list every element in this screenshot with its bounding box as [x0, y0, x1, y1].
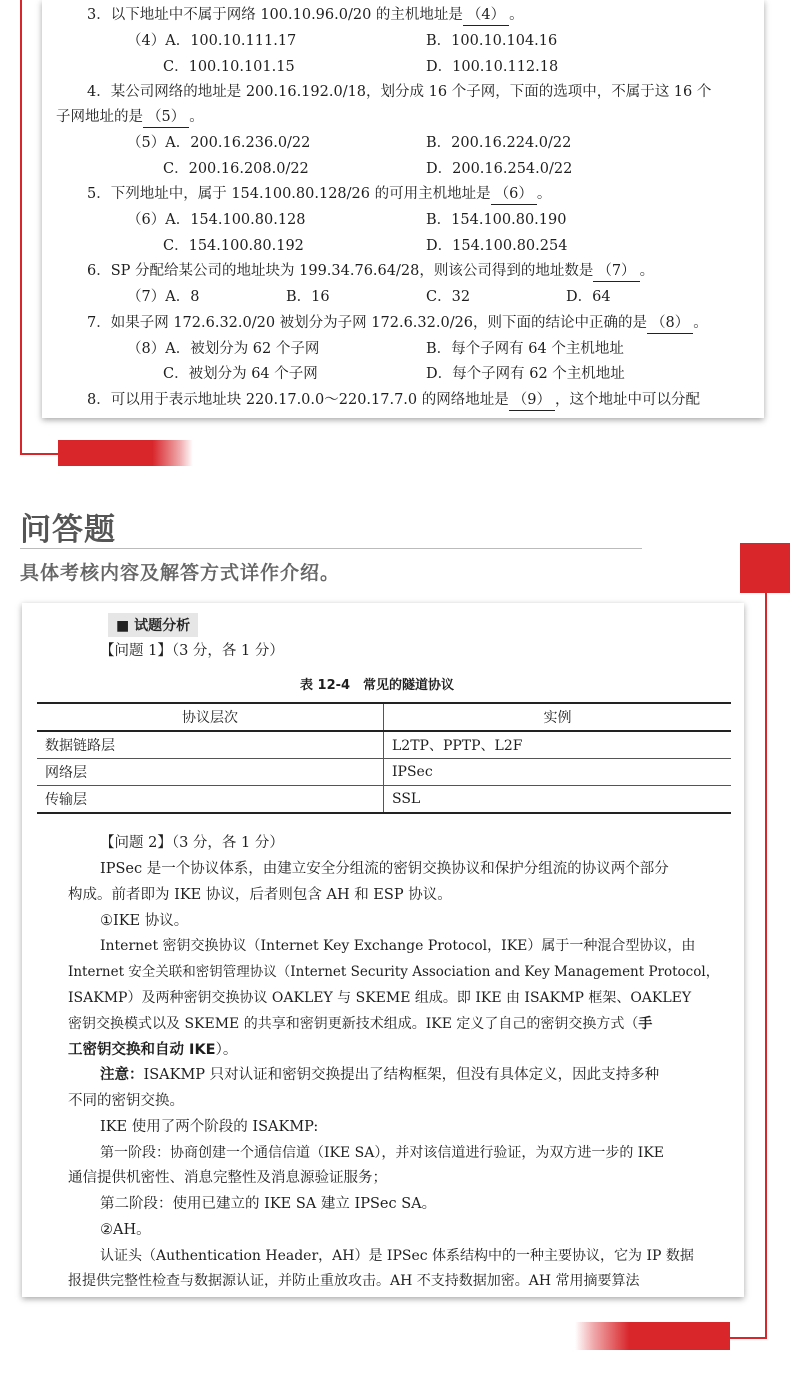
- option-c: C．154.100.80.192: [163, 238, 304, 254]
- answer-blank: （6）: [491, 184, 537, 205]
- question-text: 子网地址的是: [56, 109, 143, 125]
- question-4: 4．某公司网络的地址是 200.16.192.0/18，划分成 16 个子网，下面的选项中，不属于这 16 个: [87, 84, 712, 100]
- table-cell: 数据链路层: [37, 731, 384, 759]
- option-b: B．100.10.104.16: [426, 33, 558, 49]
- question-text: 6．SP 分配给某公司的地址块为 199.34.76.64/28，则该公司得到的地址数是: [87, 263, 594, 279]
- option-d: D．154.100.80.254: [426, 238, 568, 254]
- question-5: [87, 184, 551, 205]
- option-b: B．每个子网有 64 个主机地址: [426, 341, 624, 357]
- table-cell: 传输层: [37, 786, 384, 814]
- note-line: [100, 1065, 659, 1085]
- paragraph-line: [68, 1040, 237, 1060]
- section-title: 问答题: [20, 512, 116, 548]
- answer-blank: （9）: [509, 390, 555, 411]
- question-2-label: 【问题 2】（3 分，各 1 分）: [100, 835, 284, 851]
- table-row: [37, 786, 731, 814]
- option-d: D．64: [566, 289, 611, 305]
- emphasis-text: 工密钥交换和自动 IKE: [68, 1042, 216, 1058]
- question-text: 3．以下地址中不属于网络 100.10.96.0/20 的主机地址是: [87, 7, 463, 23]
- decor-red-horizontal-line-left: [20, 453, 60, 455]
- question-end: 。: [509, 7, 524, 23]
- table-caption: 表 12-4 常见的隧道协议: [300, 678, 455, 693]
- question-end: 。: [693, 315, 708, 331]
- paragraph-line: IKE 使用了两个阶段的 ISAKMP:: [100, 1119, 319, 1135]
- paragraph-line: Internet 密钥交换协议（Internet Key Exchange Protocol，IKE）属于一种混合型协议，由: [100, 938, 696, 954]
- question-end: 。: [639, 263, 655, 279]
- table-header-example: 实例: [384, 703, 732, 731]
- option-b: B．16: [286, 289, 330, 305]
- option-a: （8）A．被划分为 62 个子网: [127, 341, 320, 357]
- question-end: ，这个地址中可以分配: [555, 392, 700, 408]
- question-1-label: 【问题 1】（3 分，各 1 分）: [100, 643, 284, 659]
- question-text: 8．可以用于表示地址块 220.17.0.0～220.17.7.0 的网络地址是: [87, 392, 509, 408]
- option-d: D．每个子网有 62 个主机地址: [426, 366, 625, 382]
- paragraph-line: 报提供完整性检查与数据源认证，并防止重放攻击。AH 不支持数据加密。AH 常用摘要算法: [68, 1273, 640, 1289]
- table-header-layer: 协议层次: [37, 703, 384, 731]
- answer-blank: （8）: [647, 313, 693, 334]
- option-b: B．200.16.224.0/22: [426, 135, 572, 151]
- paragraph-line: Internet 安全关联和密钥管理协议（Internet Security Association and Key Management Protocol，: [68, 964, 720, 980]
- section-subtitle: 具体考核内容及解答方式详作介绍。: [20, 562, 341, 584]
- option-c: C．100.10.101.15: [163, 59, 295, 75]
- question-text: 7．如果子网 172.6.32.0/20 被划分为子网 172.6.32.0/26，则下面的结论中正确的是: [87, 315, 648, 331]
- paragraph-line: 构成。前者即为 IKE 协议，后者则包含 AH 和 ESP 协议。: [68, 887, 452, 903]
- paragraph-line: ISAKMP）及两种密钥交换协议 OAKLEY 与 SKEME 组成。即 IKE 由 ISAKMP 框架、OAKLEY: [68, 990, 692, 1006]
- option-a: （4）A．100.10.111.17: [127, 33, 297, 49]
- table-header-row: [37, 703, 731, 731]
- table-row: [37, 759, 731, 786]
- option-b: B．154.100.80.190: [426, 212, 567, 228]
- question-8: [87, 390, 700, 411]
- tunnel-protocol-table: [37, 702, 731, 814]
- paragraph-line: ①IKE 协议。: [100, 913, 189, 929]
- table-cell: IPSec: [384, 759, 732, 786]
- paragraph-line: 第一阶段：协商创建一个通信信道（IKE SA），并对该信道进行验证，为双方进一步的 IKE: [100, 1145, 665, 1161]
- decor-red-vertical-line-left: [20, 0, 22, 455]
- decor-red-horizontal-line-right: [728, 1337, 767, 1339]
- paragraph-line: 第二阶段：使用已建立的 IKE SA 建立 IPSec SA。: [100, 1196, 437, 1212]
- table-cell: 网络层: [37, 759, 384, 786]
- section-divider: [20, 548, 642, 549]
- table-row: [37, 731, 731, 759]
- emphasis-text: 手: [638, 1016, 653, 1032]
- answer-blank: （5）: [143, 107, 189, 128]
- paragraph-line: [68, 1014, 652, 1034]
- decor-red-brush-stroke-top: [58, 440, 193, 466]
- decor-red-square: [740, 543, 790, 593]
- paragraph-line: ②AH。: [100, 1222, 151, 1238]
- paragraph-text: ISAKMP 只对认证和密钥交换提出了结构框架，但没有具体定义，因此支持多种: [143, 1067, 660, 1083]
- note-label: 注意：: [100, 1067, 144, 1083]
- option-d: D．200.16.254.0/22: [426, 161, 573, 177]
- paragraph-line: 认证头（Authentication Header，AH）是 IPSec 体系结构中的一种主要协议，它为 IP 数据: [100, 1248, 694, 1264]
- option-c: C．被划分为 64 个子网: [163, 366, 318, 382]
- question-4-cont: [56, 107, 204, 128]
- exam-questions-card: [42, 0, 764, 418]
- paragraph-line: 不同的密钥交换。: [68, 1093, 184, 1109]
- option-c: C．32: [426, 289, 471, 305]
- question-text: 5．下列地址中，属于 154.100.80.128/26 的可用主机地址是: [87, 186, 491, 202]
- option-c: C．200.16.208.0/22: [163, 161, 309, 177]
- option-a: （5）A．200.16.236.0/22: [127, 135, 311, 151]
- question-6: [87, 261, 654, 282]
- answer-blank: （4）: [463, 5, 509, 26]
- option-d: D．100.10.112.18: [426, 59, 559, 75]
- question-7: [87, 313, 708, 334]
- paragraph-text: ）。: [215, 1042, 238, 1058]
- question-end: 。: [536, 186, 552, 202]
- option-a: （7）A．8: [127, 289, 200, 305]
- answer-analysis-card: [22, 603, 744, 1297]
- question-3: [87, 5, 524, 26]
- option-a: （6）A．154.100.80.128: [127, 212, 306, 228]
- decor-red-vertical-line-right: [765, 593, 767, 1339]
- answer-blank: （7）: [593, 261, 639, 282]
- paragraph-text: 密钥交换模式以及 SKEME 的共享和密钥更新技术组成。IKE 定义了自己的密钥交换方式（: [68, 1016, 639, 1032]
- analysis-badge: ■ 试题分析: [108, 613, 198, 637]
- table-cell: L2TP、PPTP、L2F: [384, 731, 732, 759]
- decor-red-brush-stroke-bottom: [575, 1322, 730, 1350]
- table-cell: SSL: [384, 786, 732, 814]
- paragraph-line: 通信提供机密性、消息完整性及消息源验证服务；: [68, 1170, 387, 1186]
- question-end: 。: [189, 109, 204, 125]
- paragraph-line: IPSec 是一个协议体系，由建立安全分组流的密钥交换协议和保护分组流的协议两个部分: [100, 861, 669, 877]
